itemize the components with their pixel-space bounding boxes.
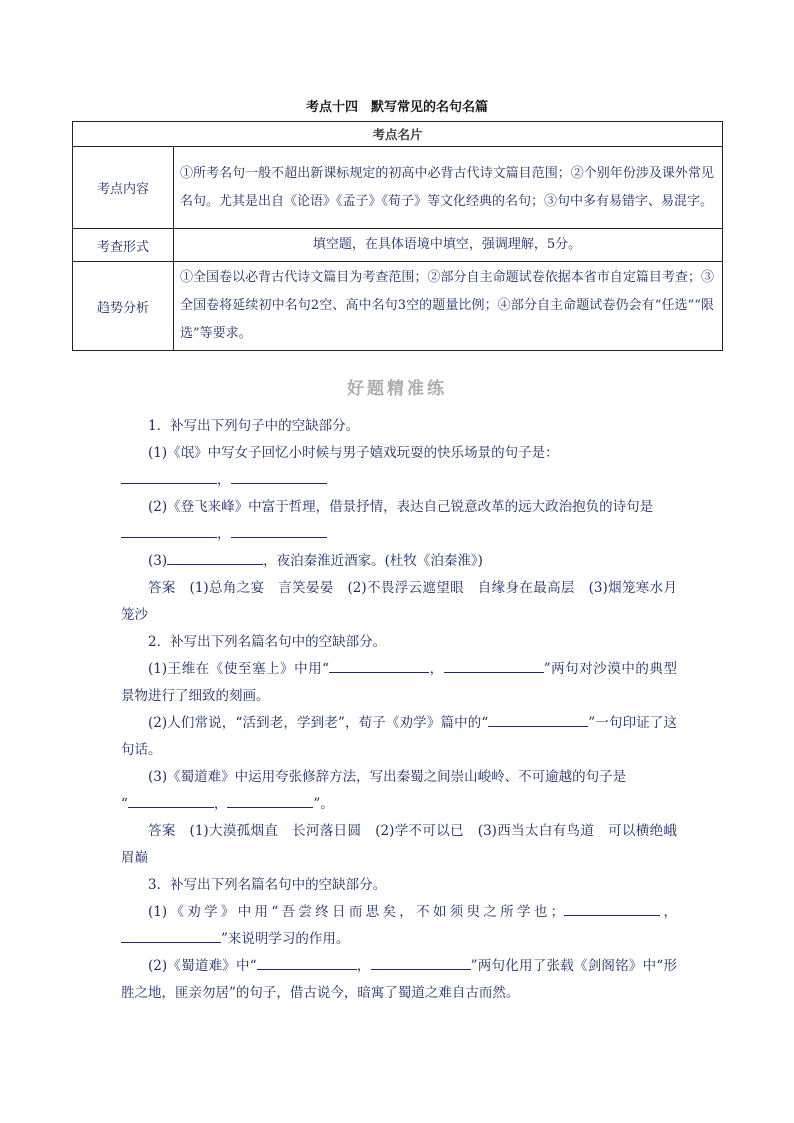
open-quote: “ [121,796,128,812]
q3-part-a-post: ”来说明学习的作用。 [221,931,350,947]
card-heading: 考点名片 [73,122,723,147]
page-title: 考点十四 默写常见的名句名篇 [305,100,488,115]
answer-blank[interactable] [231,523,327,538]
answer-blank[interactable] [167,550,263,565]
row-text-format: 填空题，在具体语境中填空，强调理解，5分。 [174,229,723,262]
q1-stem: 1．补写出下列句子中的空缺部分。 [148,418,360,434]
q1-part-c [121,548,677,575]
q1-part-a-blanks [121,467,677,494]
q2-part-b-post: ”一句印证了这句话。 [121,715,678,758]
q3-part-b [121,953,677,1007]
answer-blank[interactable] [128,793,214,808]
answer-blank[interactable] [444,658,544,673]
q1-part-a [121,440,677,467]
comma: ， [213,796,228,812]
q3-part-a [121,899,677,953]
q3-part-b-post: ”两句化用了张载《剑阁铭》中“形胜之地，匪亲勿居”的句子，借古说今，暗寓了蜀道之难自古而然。 [121,958,678,1001]
close-quote: ”。 [313,796,334,812]
q2-part-c: (3)《蜀道难》中运用夸张修辞方法，写出秦蜀之间崇山峻岭、不可逾越的句子是 [148,769,627,785]
q2-part-b [121,710,677,764]
answer-blank[interactable] [564,901,660,916]
comma: ， [217,472,231,488]
q3-part-b-pre: (2)《蜀道难》中“ [148,958,257,974]
q2-part-a [121,656,677,710]
answer-blank[interactable] [257,955,357,970]
answer-blank[interactable] [121,928,221,943]
answer-blank[interactable] [329,658,429,673]
answer-blank[interactable] [227,793,313,808]
q2-part-b-pre: (2)人们常说，“活到老，学到老”，荀子《劝学》篇中的“ [148,715,489,731]
exercise-body [121,413,677,1007]
exam-card-table [72,121,723,351]
q2-stem: 2．补写出下列名篇名句中的空缺部分。 [148,634,387,650]
q1-part-b: (2)《登飞来峰》中富于哲理，借景抒情，表达自己锐意改革的远大政治抱负的诗句是 [148,499,654,515]
answer-blank[interactable] [121,469,217,484]
q2-part-a-post: ”两句对沙漠中的典型景物进行了细致的刻画。 [121,661,678,704]
section-title: 好题精准练 [347,379,447,399]
q1-part-b-blanks [121,521,677,548]
q1-part-c-pre: (3) [148,553,168,569]
row-label-content: 考点内容 [73,147,174,229]
answer-blank[interactable] [231,469,327,484]
row-label-trend: 趋势分析 [73,262,174,351]
comma: ， [217,526,231,542]
row-text-content: ①所考名句一般不超出新课标规定的初高中必背古代诗文篇目范围；②个别年份涉及课外常见名句。尤其是出自《论语》《孟子》《荀子》等文化经典的名句；③句中多有易错字、易混字。 [174,147,723,229]
comma: ， [429,661,444,677]
q3-stem: 3．补写出下列名篇名句中的空缺部分。 [148,877,387,893]
comma: ， [356,958,371,974]
comma: ， [660,904,678,920]
q1-part-c-post: ，夜泊秦淮近酒家。(杜牧《泊秦淮》) [263,553,483,569]
answer-blank[interactable] [488,712,588,727]
q1-answer: 答案 (1)总角之宴 言笑晏晏 (2)不畏浮云遮望眼 自缘身在最高层 (3)烟笼寒水月笼沙 [121,580,677,623]
q1-part-a-text: (1)《氓》中写女子回忆小时候与男子嬉戏玩耍的快乐场景的句子是： [148,445,559,461]
answer-blank[interactable] [371,955,471,970]
q2-answer: 答案 (1)大漠孤烟直 长河落日圆 (2)学不可以已 (3)西当太白有鸟道 可以横绝峨眉巅 [121,823,677,866]
q2-part-c-blanks [121,791,677,818]
row-text-trend: ①全国卷以必背古代诗文篇目为考查范围；②部分自主命题试卷依据本省市自定篇目考查；③全国卷将延续初中名句2空、高中名句3空的题量比例；④部分自主命题试卷仍会有“任选”“限选”等要求。 [174,262,723,351]
q3-part-a-pre: (1)《劝学》中用“吾尝终日而思矣，不如须臾之所学也； [148,904,565,920]
q2-part-a-pre: (1)王维在《使至塞上》中用“ [148,661,330,677]
row-label-format: 考查形式 [73,229,174,262]
answer-blank[interactable] [121,523,217,538]
